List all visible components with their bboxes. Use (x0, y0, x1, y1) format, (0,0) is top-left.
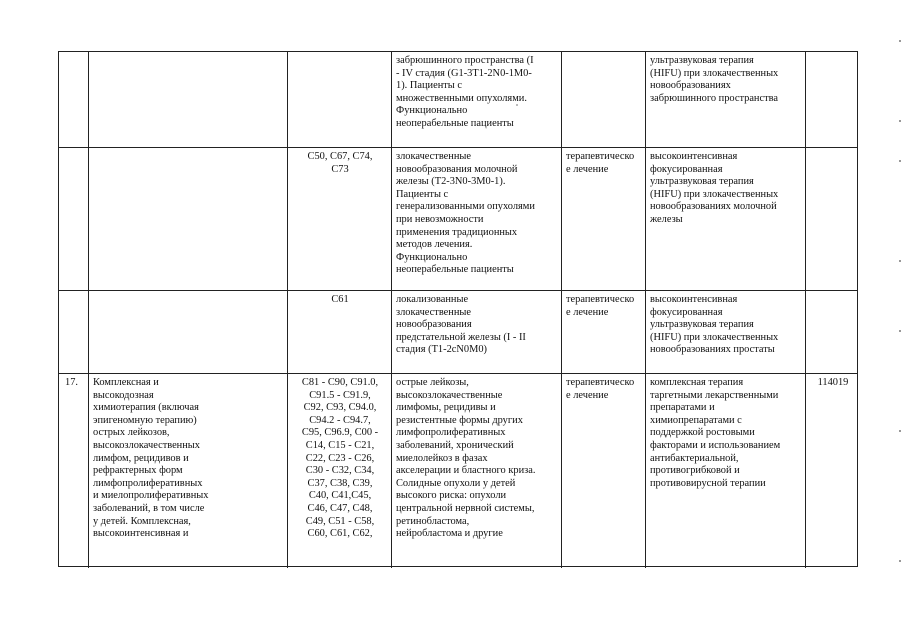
scan-mark (899, 330, 901, 332)
care-type-cell (89, 52, 288, 147)
treatment-type-cell (562, 52, 646, 147)
scan-mark (899, 160, 901, 162)
icd-codes-cell (288, 52, 392, 147)
medical-care-table (58, 51, 858, 567)
scan-mark (899, 430, 901, 432)
treatment-type-cell: терапевтическо е лечение (562, 291, 646, 373)
cost-norm-cell (806, 52, 859, 147)
patient-model-cell: локализованные злокачественные новообразования предстательной железы (I - II стадия (T1-2cN0M0) (392, 291, 562, 373)
scan-speck (516, 104, 518, 106)
table-row (59, 148, 857, 291)
treatment-type-cell: терапевтическо е лечение (562, 148, 646, 290)
row-number-cell: 17. (59, 374, 89, 568)
cost-norm-cell (806, 291, 859, 373)
cost-norm-cell (806, 148, 859, 290)
icd-codes-cell: C50, C67, C74, C73 (288, 148, 392, 290)
table-row (59, 291, 857, 374)
care-type-cell (89, 291, 288, 373)
patient-model-cell: злокачественные новообразования молочной железы (T2-3N0-3M0-1). Пациенты с генерализованными опухолями при невозможности применения традиционных методов лечения. Функционально неоперабельные пациенты (392, 148, 562, 290)
treatment-method-cell: высокоинтенсивная фокусированная ультразвуковая терапия (HIFU) при злокачественных новообразованиях молочной железы (646, 148, 806, 290)
cost-norm-cell: 114019 (817, 377, 849, 388)
scan-mark (899, 40, 901, 42)
treatment-type-cell: терапевтическо е лечение (562, 374, 646, 568)
patient-model-cell: острые лейкозы, высокозлокачественные лимфомы, рецидивы и резистентные формы других лимфопролиферативных заболеваний, хронический миелолейкоз в фазах акселерации и бластного криза. Солидные опухоли у детей высокого риска: опухоли центральной нервной системы, ретинобластома, нейробластома и другие (392, 374, 562, 568)
scan-mark (899, 120, 901, 122)
table-row (59, 374, 857, 568)
patient-model-cell: забрюшинного пространства (I - IV стадия (G1-3T1-2N0-1M0- 1). Пациенты с множественными опухолями. Функционально неоперабельные пациенты (392, 52, 562, 147)
scan-mark (899, 260, 901, 262)
treatment-method-cell: ультразвуковая терапия (HIFU) при злокачественных новообразованиях забрюшинного пространства (646, 52, 806, 147)
row-number-cell (59, 291, 89, 373)
treatment-method-cell: комплексная терапия таргетными лекарственными препаратами и химиопрепаратами с поддержкой ростовыми факторами и использованием антибактериальной, противогрибковой и противовирусной терапии (646, 374, 806, 568)
treatment-method-cell: высокоинтенсивная фокусированная ультразвуковая терапия (HIFU) при злокачественных новообразованиях простаты (646, 291, 806, 373)
row-number-cell (59, 52, 89, 147)
care-type-cell (89, 148, 288, 290)
care-type-cell: Комплексная и высокодозная химиотерапия (включая эпигеномную терапию) острых лейкозов, высокозлокачественных лимфом, рецидивов и рефрактерных форм лимфопролиферативных и миелопролиферативных заболеваний, в том числе у детей. Комплексная, высокоинтенсивная и (89, 374, 288, 568)
icd-codes-cell: C81 - C90, C91.0, C91.5 - C91.9, C92, C93, C94.0, C94.2 - C94.7, C95, C96.9, C00 - C14, C15 - C21, C22, C23 - C26, C30 - C32, C34, C37, C38, C39, C40, C41,C45, C46, C47, C48, C49, C51 - C58, C60, C61, C62, (288, 374, 392, 568)
table-row (59, 52, 857, 148)
scan-mark (899, 560, 901, 562)
icd-codes-cell: C61 (288, 291, 392, 373)
row-number-cell (59, 148, 89, 290)
